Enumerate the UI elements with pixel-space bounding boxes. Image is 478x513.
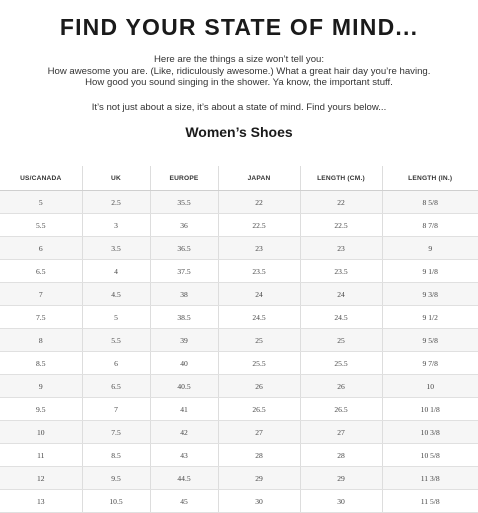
cell-length-cm: 23: [300, 237, 382, 260]
cell-length-cm: 29: [300, 467, 382, 490]
cell-uk: 8.5: [82, 444, 150, 467]
cell-length-in: 9 1/2: [382, 306, 478, 329]
table-body: [0, 191, 478, 513]
table-row: [0, 375, 478, 398]
cell-europe: 38.5: [150, 306, 218, 329]
header-length-in: LENGTH (IN.): [382, 166, 478, 191]
cell-japan: 26.5: [218, 398, 300, 421]
cell-length-cm: 28: [300, 444, 382, 467]
cell-europe: 43: [150, 444, 218, 467]
cell-japan: 23.5: [218, 260, 300, 283]
cell-length-in: 11 3/8: [382, 467, 478, 490]
cell-us-canada: 6.5: [0, 260, 82, 283]
cell-europe: 41: [150, 398, 218, 421]
cell-japan: 29: [218, 467, 300, 490]
cell-us-canada: 8: [0, 329, 82, 352]
cell-japan: 24.5: [218, 306, 300, 329]
header-us-canada: US/CANADA: [0, 166, 82, 191]
intro-text: [0, 54, 478, 89]
table-row: [0, 398, 478, 421]
cell-us-canada: 9.5: [0, 398, 82, 421]
cell-japan: 24: [218, 283, 300, 306]
cell-uk: 4: [82, 260, 150, 283]
cell-length-cm: 23.5: [300, 260, 382, 283]
cell-length-cm: 22.5: [300, 214, 382, 237]
cell-uk: 10.5: [82, 490, 150, 513]
cell-length-in: 8 7/8: [382, 214, 478, 237]
cell-us-canada: 6: [0, 237, 82, 260]
table-row: [0, 214, 478, 237]
cell-us-canada: 11: [0, 444, 82, 467]
cell-length-in: 10 5/8: [382, 444, 478, 467]
table-row: [0, 444, 478, 467]
page-headline: FIND YOUR STATE OF MIND...: [59, 14, 419, 40]
table-row: [0, 237, 478, 260]
header-europe: EUROPE: [150, 166, 218, 191]
cell-uk: 3.5: [82, 237, 150, 260]
tagline: It’s not just about a size, it’s about a state of mind. Find yours below...: [91, 102, 387, 113]
cell-uk: 7.5: [82, 421, 150, 444]
table-row: [0, 467, 478, 490]
cell-us-canada: 9: [0, 375, 82, 398]
cell-length-in: 10 3/8: [382, 421, 478, 444]
cell-europe: 35.5: [150, 191, 218, 214]
header-uk: UK: [82, 166, 150, 191]
section-title: Women’s Shoes: [185, 124, 293, 140]
cell-length-cm: 24.5: [300, 306, 382, 329]
cell-us-canada: 5.5: [0, 214, 82, 237]
cell-us-canada: 7.5: [0, 306, 82, 329]
cell-length-cm: 26.5: [300, 398, 382, 421]
cell-europe: 40.5: [150, 375, 218, 398]
size-table: [0, 166, 478, 513]
cell-japan: 28: [218, 444, 300, 467]
cell-uk: 4.5: [82, 283, 150, 306]
cell-length-in: 9: [382, 237, 478, 260]
cell-europe: 36: [150, 214, 218, 237]
cell-length-cm: 30: [300, 490, 382, 513]
cell-uk: 5: [82, 306, 150, 329]
cell-us-canada: 10: [0, 421, 82, 444]
cell-europe: 38: [150, 283, 218, 306]
cell-europe: 39: [150, 329, 218, 352]
cell-us-canada: 12: [0, 467, 82, 490]
cell-japan: 22.5: [218, 214, 300, 237]
cell-uk: 6.5: [82, 375, 150, 398]
cell-length-in: 9 1/8: [382, 260, 478, 283]
cell-length-in: 9 3/8: [382, 283, 478, 306]
table-row: [0, 490, 478, 513]
size-table-container: [0, 166, 478, 513]
cell-japan: 27: [218, 421, 300, 444]
cell-length-in: 9 5/8: [382, 329, 478, 352]
cell-uk: 9.5: [82, 467, 150, 490]
cell-uk: 3: [82, 214, 150, 237]
cell-uk: 5.5: [82, 329, 150, 352]
cell-length-cm: 25.5: [300, 352, 382, 375]
cell-japan: 30: [218, 490, 300, 513]
table-row: [0, 283, 478, 306]
cell-length-in: 11 5/8: [382, 490, 478, 513]
cell-length-cm: 24: [300, 283, 382, 306]
intro-line: How good you sound singing in the shower. Ya know, the important stuff.: [85, 77, 393, 88]
cell-length-cm: 22: [300, 191, 382, 214]
cell-europe: 45: [150, 490, 218, 513]
cell-uk: 7: [82, 398, 150, 421]
cell-uk: 2.5: [82, 191, 150, 214]
table-row: [0, 421, 478, 444]
header-japan: JAPAN: [218, 166, 300, 191]
cell-europe: 42: [150, 421, 218, 444]
cell-europe: 37.5: [150, 260, 218, 283]
cell-length-in: 10 1/8: [382, 398, 478, 421]
cell-europe: 44.5: [150, 467, 218, 490]
cell-japan: 26: [218, 375, 300, 398]
cell-japan: 25.5: [218, 352, 300, 375]
cell-us-canada: 7: [0, 283, 82, 306]
cell-us-canada: 13: [0, 490, 82, 513]
cell-europe: 36.5: [150, 237, 218, 260]
table-header-row: [0, 166, 478, 191]
table-row: [0, 306, 478, 329]
cell-uk: 6: [82, 352, 150, 375]
cell-us-canada: 8.5: [0, 352, 82, 375]
cell-length-cm: 26: [300, 375, 382, 398]
cell-length-in: 8 5/8: [382, 191, 478, 214]
cell-us-canada: 5: [0, 191, 82, 214]
cell-length-cm: 25: [300, 329, 382, 352]
table-row: [0, 352, 478, 375]
cell-japan: 22: [218, 191, 300, 214]
cell-length-in: 10: [382, 375, 478, 398]
table-row: [0, 191, 478, 214]
cell-length-cm: 27: [300, 421, 382, 444]
cell-japan: 23: [218, 237, 300, 260]
intro-line: How awesome you are. (Like, ridiculously awesome.) What a great hair day you’re having.: [47, 65, 431, 77]
cell-length-in: 9 7/8: [382, 352, 478, 375]
table-row: [0, 329, 478, 352]
cell-europe: 40: [150, 352, 218, 375]
cell-japan: 25: [218, 329, 300, 352]
header-length-cm: LENGTH (CM.): [300, 166, 382, 191]
table-row: [0, 260, 478, 283]
intro-line: Here are the things a size won’t tell you:: [153, 54, 325, 65]
